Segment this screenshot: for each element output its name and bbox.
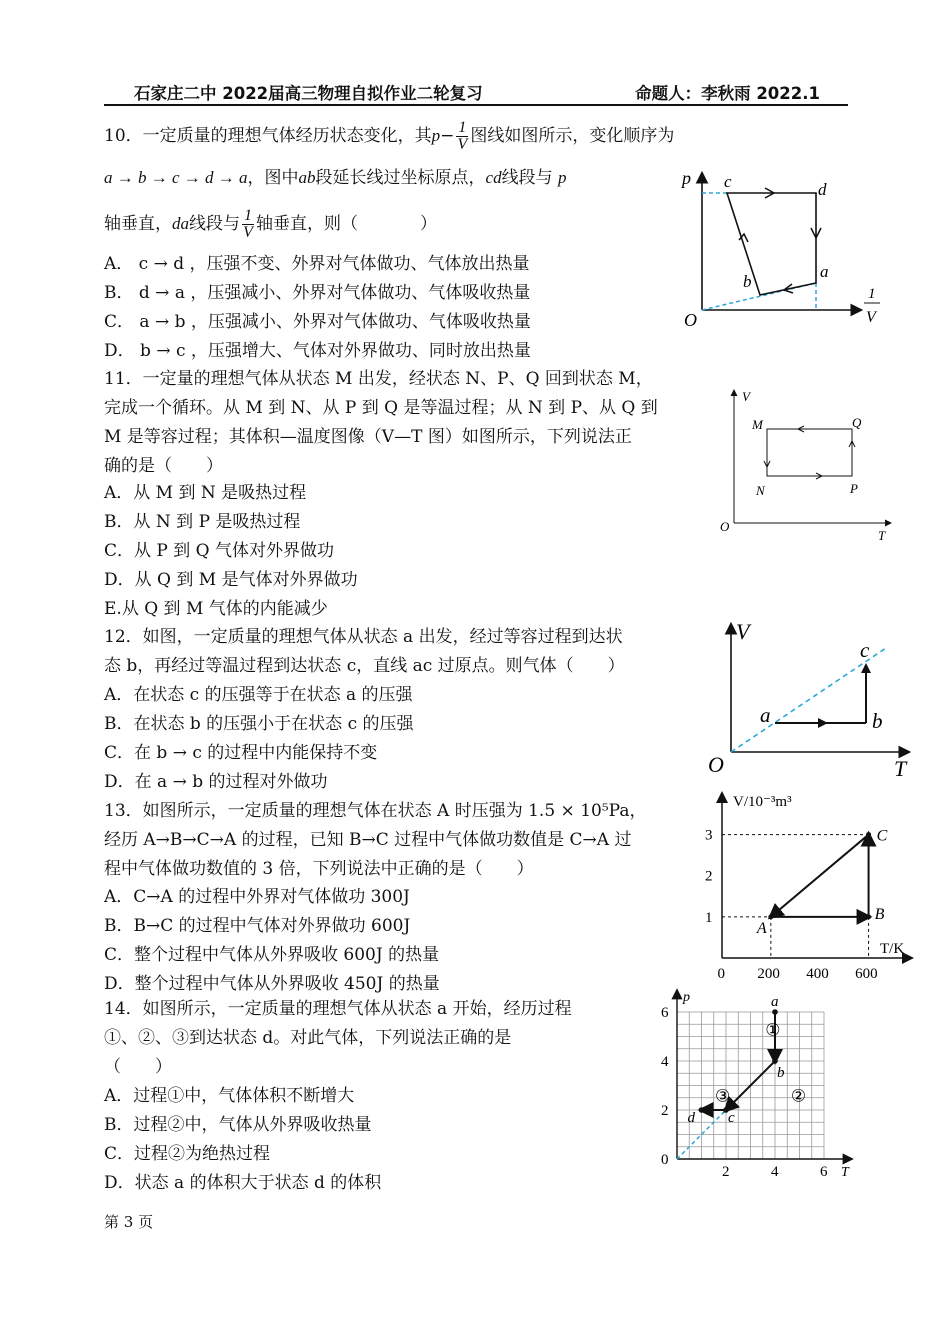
point-b (772, 1058, 778, 1064)
p-axis-label: p (682, 168, 691, 188)
q11-option-b: B．从 N 到 P 是吸热过程 (104, 512, 301, 532)
process-label-2: ② (790, 1086, 807, 1106)
q12-line2: 态 b，再经过等温过程到达状态 c，直线 ac 过原点。则气体（ ） (104, 656, 625, 676)
q12-option-b: B．在状态 b 的压强小于在状态 c 的压强 (104, 714, 414, 734)
q14-line1: 14．如图所示，一定质量的理想气体从状态 a 开始，经历过程 (104, 999, 572, 1019)
q13-option-a: A．C→A 的过程中外界对气体做功 300J (104, 887, 410, 907)
process-label-1: ① (765, 1020, 781, 1040)
arrow-ab (818, 718, 828, 728)
q14-option-b: B．过程②中，气体从外界吸收热量 (104, 1115, 372, 1135)
ac-line (731, 648, 886, 752)
q14-line2: ①、②、③到达状态 d。对此气体，下列说法正确的是 (104, 1028, 512, 1048)
point-a (772, 1009, 778, 1015)
invV-num: 1 (868, 286, 876, 302)
q13-option-b: B．B→C 的过程中气体对外界做功 600J (104, 916, 411, 936)
process-label-3: ③ (714, 1086, 731, 1106)
y-tick-1: 1 (705, 909, 713, 926)
header-title: 石家庄二中 2022届高三物理自拟作业二轮复习 (134, 84, 483, 103)
y-tick-6: 6 (661, 1005, 669, 1021)
point-d (699, 1107, 705, 1113)
x-tick-2: 2 (722, 1164, 730, 1180)
T-label: T (894, 756, 907, 781)
header-author: 命题人：李秋雨 2022.1 (635, 84, 820, 103)
q13-V-T-chart (695, 790, 920, 985)
q10-line2: a → b → c → d → a，图中ab段延长线过坐标原点，cd线段与 p (104, 168, 567, 188)
label-B: B (874, 905, 885, 923)
q11-option-c: C．从 P 到 Q 气体对外界做功 (104, 541, 334, 561)
y-tick-0: 0 (661, 1152, 669, 1168)
point-N: N (756, 483, 765, 498)
fraction-1-over-v: $\frac{1}{V}$ (457, 119, 468, 153)
q10-option-c: C． a → b ，压强减小、外界对气体做功、气体吸收热量 (104, 312, 531, 332)
y-tick-2: 2 (705, 868, 713, 885)
q13-option-c: C．整个过程中气体从外界吸收 600J 的热量 (104, 945, 440, 965)
label-c: c (728, 1110, 735, 1126)
point-c: c (724, 172, 732, 191)
point-A (768, 914, 773, 919)
page-header (104, 78, 848, 106)
x-tick-600: 600 (855, 966, 878, 982)
point-b: b (743, 272, 752, 291)
q11-line3: M 是等容过程；其体积—温度图像（V—T 图）如图所示，下列说法正 (104, 427, 632, 447)
origin-label: O (684, 310, 697, 330)
q10-p-invV-diagram (670, 160, 900, 340)
V-label: V (736, 619, 750, 644)
point-C (866, 832, 871, 837)
V-axis-label: V/10⁻³m³ (733, 794, 792, 810)
q12-option-a: A．在状态 c 的压强等于在状态 a 的压强 (104, 685, 413, 705)
V-label: V (742, 389, 750, 404)
y-tick-4: 4 (661, 1054, 669, 1070)
x-tick-200: 200 (757, 966, 780, 982)
point-M: M (752, 417, 763, 432)
origin-label: O (720, 519, 730, 534)
q14-p-T-chart (655, 985, 865, 1185)
q13-line3: 程中气体做功数值的 3 倍，下列说法中正确的是（ ） (104, 859, 534, 879)
T-label: T (878, 528, 886, 543)
T-axis-label: T (841, 1165, 849, 1180)
point-B (866, 914, 871, 919)
cycle-path (727, 193, 816, 295)
point-a: a (820, 262, 829, 281)
q11-option-e: E.从 Q 到 M 气体的内能减少 (104, 599, 328, 619)
invV-den: V (866, 309, 876, 326)
label-A: A (756, 919, 767, 937)
q11-V-T-diagram (712, 385, 902, 545)
origin-label: O (708, 752, 724, 777)
q13-option-d: D．整个过程中气体从外界吸收 450J 的热量 (104, 974, 440, 994)
q10-option-b: B． d → a ，压强减小、外界对气体做功、气体吸收热量 (104, 283, 531, 303)
point-d: d (818, 180, 827, 199)
label-b: b (777, 1065, 785, 1081)
segment-C-A (771, 835, 869, 917)
point-c: c (860, 638, 870, 662)
point-a: a (760, 703, 771, 727)
x-tick-400: 400 (806, 966, 829, 982)
point-Q: Q (852, 415, 862, 430)
q14-line3: （ ） (104, 1057, 172, 1077)
label-C: C (876, 827, 888, 845)
label-d: d (687, 1110, 695, 1126)
q13-line1: 13．如图所示，一定质量的理想气体在状态 A 时压强为 1.5 × 10⁵Pa， (104, 801, 647, 821)
q10-option-a: A． c → d ，压强不变、外界对气体做功、气体放出热量 (104, 254, 530, 274)
q12-option-d: D．在 a → b 的过程对外做功 (104, 772, 328, 792)
q11-line1: 11．一定量的理想气体从状态 M 出发，经状态 N、P、Q 回到状态 M， (104, 369, 653, 389)
label-a: a (771, 994, 779, 1010)
q11-line2: 完成一个循环。从 M 到 N、从 P 到 Q 是等温过程；从 N 到 P、从 Q 到 (104, 398, 658, 418)
x-tick-6: 6 (820, 1164, 828, 1180)
q14-option-d: D．状态 a 的体积大于状态 d 的体积 (104, 1173, 382, 1193)
point-b: b (872, 709, 883, 733)
q10-line1: 10．一定质量的理想气体经历状态变化，其p− $\frac{1}{V}$ 图线如图所示，变化顺序为 (104, 119, 675, 153)
q10-option-d: D． b → c ，压强增大、气体对外界做功、同时放出热量 (104, 341, 531, 361)
q11-option-d: D．从 Q 到 M 是气体对外界做功 (104, 570, 358, 590)
q14-option-c: C．过程②为绝热过程 (104, 1144, 271, 1164)
q12-V-T-diagram (700, 615, 920, 785)
q14-option-a: A．过程①中，气体体积不断增大 (104, 1086, 355, 1106)
y-tick-2: 2 (661, 1103, 669, 1119)
point-P: P (850, 481, 858, 496)
x-tick-4: 4 (771, 1164, 779, 1180)
T-axis-label: T/K (880, 941, 905, 957)
q10-line3: 轴垂直，da线段与 $\frac{1}{V}$ 轴垂直，则（ ） (104, 207, 437, 241)
q11-option-a: A．从 M 到 N 是吸热过程 (104, 483, 307, 503)
q12-option-c: C．在 b → c 的过程中内能保持不变 (104, 743, 378, 763)
p-axis-label: p (683, 990, 690, 1005)
page-footer: 第 3 页 (104, 1213, 154, 1231)
cycle-rect (767, 429, 852, 476)
q12-line1: 12．如图，一定质量的理想气体从状态 a 出发，经过等容过程到达状 (104, 627, 623, 647)
q11-line4: 确的是（ ） (104, 456, 223, 476)
q13-line2: 经历 A→B→C→A 的过程，已知 B→C 过程中气体做功数值是 C→A 过 (104, 830, 632, 850)
x-tick-0: 0 (717, 966, 725, 982)
y-tick-3: 3 (705, 827, 713, 844)
